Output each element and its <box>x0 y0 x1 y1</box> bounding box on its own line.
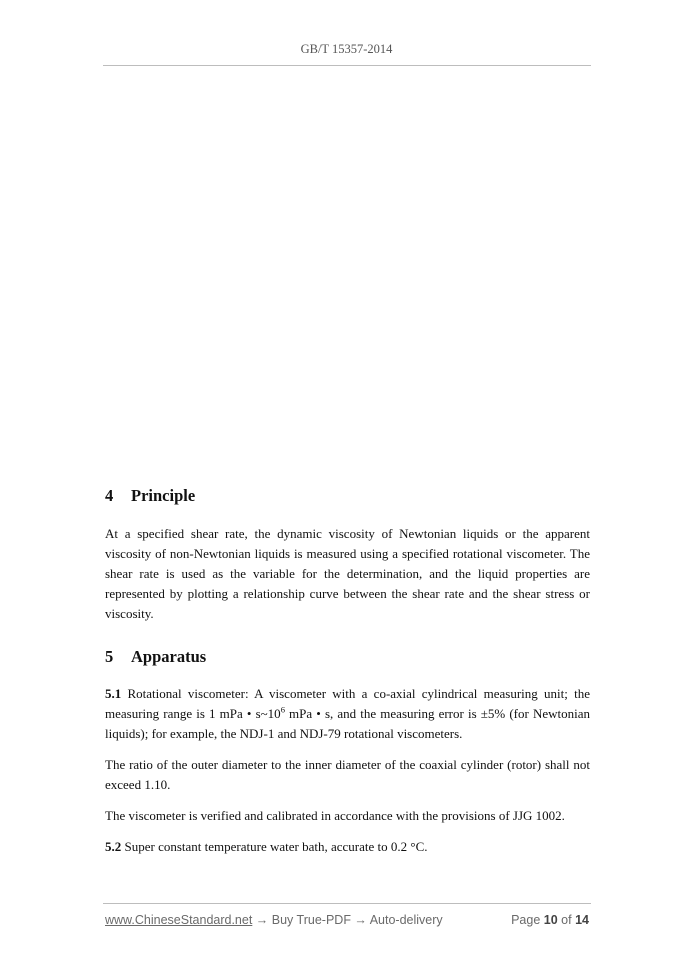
footer-divider <box>103 903 591 904</box>
paragraph-rotor-ratio: The ratio of the outer diameter to the inner diameter of the coaxial cylinder (rotor) shall not exceed 1.10. <box>105 757 590 792</box>
section-4-body: At a specified shear rate, the dynamic viscosity of Newtonian liquids or the apparent viscosity of non-Newtonian liquids is measured using a specified rotational viscometer. The shear rate is used as the variable for the determination, and the liquid properties are represented by plotting a relationship curve between the shear rate and the shear stress or viscosity. <box>105 526 590 621</box>
clause-5-1-text-a: Rotational viscometer: A viscometer with a co-axial cylindrical measuring unit; the measuring range is 1 mPa • s~10 <box>105 686 590 721</box>
arrow-right-icon: → <box>252 913 272 927</box>
page-footer <box>105 913 589 927</box>
site-link[interactable]: www.ChineseStandard.net <box>105 913 253 927</box>
of-word: of <box>561 913 572 927</box>
section-4-number: 4 <box>105 486 114 505</box>
header-divider <box>103 65 591 66</box>
clause-5-1-number: 5.1 <box>105 686 122 701</box>
total-pages: 14 <box>575 913 589 927</box>
clause-5-1-superscript: 6 <box>280 704 285 715</box>
page-number <box>511 913 589 927</box>
clause-5-2-text: Super constant temperature water bath, accurate to 0.2 °C. <box>121 839 428 854</box>
buy-pdf-link[interactable]: Buy True-PDF <box>271 913 351 927</box>
clause-5-1-text-b: mPa • s, and the measuring error is ±5% (for Newtonian liquids); for example, the NDJ-1 and NDJ-79 rotational viscometers. <box>105 706 590 741</box>
page-word: Page <box>511 913 541 927</box>
section-5-heading <box>105 647 590 667</box>
paragraph-verification: The viscometer is verified and calibrated in accordance with the provisions of JJG 1002. <box>105 808 565 823</box>
section-4-heading <box>105 486 590 506</box>
section-5-number: 5 <box>105 647 114 666</box>
section-5-title: Apparatus <box>131 647 207 666</box>
arrow-right-icon: → <box>350 913 370 927</box>
page-content <box>105 486 590 857</box>
clause-5-2 <box>105 837 590 857</box>
footer-links <box>105 913 443 927</box>
section-4-title: Principle <box>131 486 196 505</box>
auto-delivery-text: Auto-delivery <box>369 913 443 927</box>
clause-5-1 <box>105 684 590 744</box>
current-page: 10 <box>543 913 558 927</box>
clause-5-2-number: 5.2 <box>105 839 122 854</box>
page-header: GB/T 15357-2014 <box>300 42 393 56</box>
